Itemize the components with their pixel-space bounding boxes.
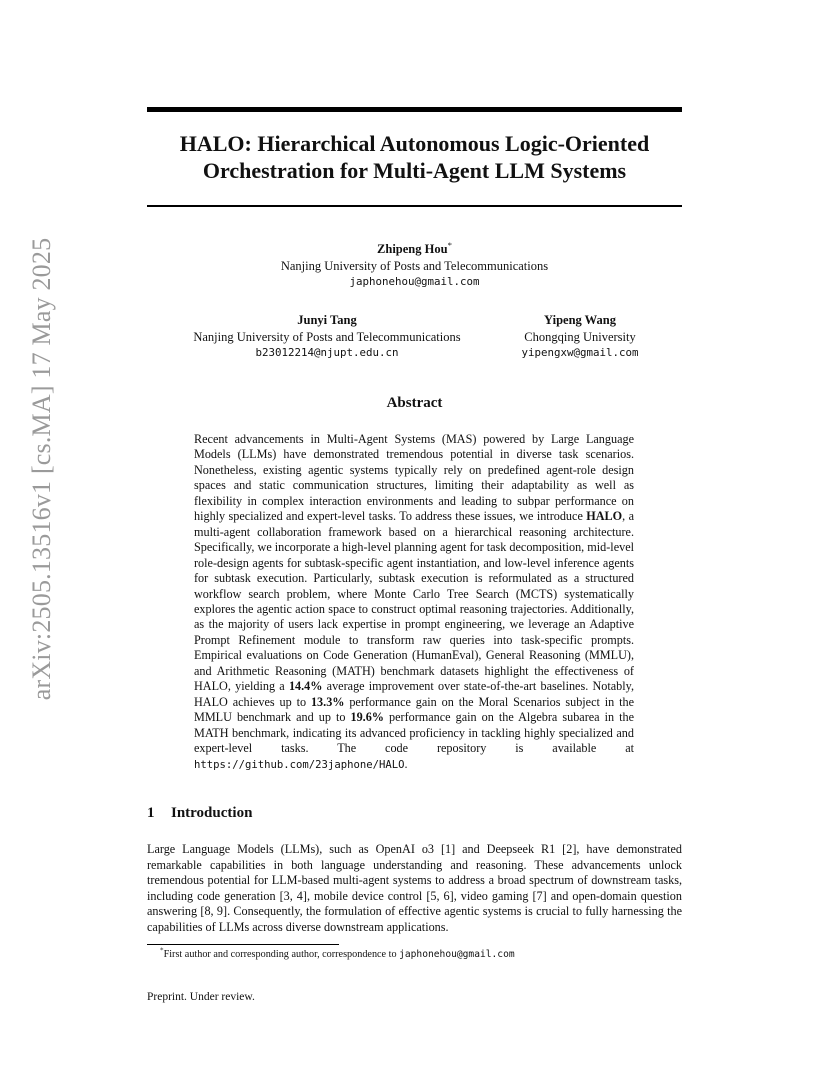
abstract-text: Recent advancements in Multi-Agent Systems (MAS) powered by Large Language Models (LLMs) have demonstrated tremendous potential in diverse task scenarios. Nonetheless, existing agentic systems typically rely on predefined agent-role design spaces and static communication structures, limiting their adaptability as well as flexibility in complex interaction environments and leading to subpar performance on highly specialized and expert-level tasks. To address these issues, we introduce — [194, 432, 634, 524]
author-block-3 — [500, 312, 660, 362]
title-line-2: Orchestration for Multi-Agent LLM Systems — [202, 158, 627, 183]
section-title: Introduction — [171, 805, 253, 821]
author-name: Zhipeng Hou — [377, 242, 448, 256]
author-affiliation: Nanjing University of Posts and Telecommunications — [193, 329, 461, 344]
footnote-rule — [147, 944, 339, 945]
footnote — [160, 948, 515, 961]
preprint-note: Preprint. Under review. — [147, 991, 255, 1003]
author-email: b23012214@njupt.edu.cn — [255, 346, 399, 359]
arxiv-stamp: arXiv:2505.13516v1 [cs.MA] 17 May 2025 — [27, 237, 56, 701]
title-line-1: HALO: Hierarchical Autonomous Logic-Oriented — [179, 131, 650, 156]
author-affiliation: Chongqing University — [524, 329, 636, 344]
framework-name: HALO — [586, 509, 623, 524]
intro-paragraph: Large Language Models (LLMs), such as OpenAI o3 [1] and Deepseek R1 [2], have demonstrated remarkable capabilities in both language understanding and reasoning. These advancements unlock tremendous potential for LLM-based multi-agent systems to address a broad spectrum of downstream tasks, including code generation [3, 4], mobile device control [5, 6], video gaming [7] and open-domain question answering [8, 9]. Consequently, the formulation of effective agentic systems is crucial to fully harnessing the capabilities of LLMs across diverse downstream applications. — [147, 842, 682, 934]
moral-gain-value: 13.3% — [310, 694, 345, 709]
footnote-email: japhonehou@gmail.com — [399, 949, 515, 960]
title-top-rule — [147, 107, 682, 112]
footnote-mark: * — [160, 946, 164, 955]
author-name: Yipeng Wang — [544, 313, 616, 327]
abstract-heading: Abstract — [386, 395, 443, 411]
author-block-1 — [147, 241, 682, 291]
abstract-text: average improvement over state-of-the-art baselines. Notably, HALO achieves up to — [194, 679, 634, 709]
paper-title — [147, 130, 682, 184]
author-email: japhonehou@gmail.com — [349, 275, 480, 288]
author-name: Junyi Tang — [297, 313, 357, 327]
abstract-text: . — [404, 756, 408, 771]
author-affiliation: Nanjing University of Posts and Telecommunications — [280, 258, 549, 273]
title-bottom-rule — [147, 205, 682, 207]
footnote-text: First author and corresponding author, correspondence to — [163, 949, 400, 960]
improvement-value: 14.4% — [288, 679, 323, 694]
author-block-2 — [170, 312, 484, 362]
abstract-text: performance gain on the Moral Scenarios subject in the MMLU benchmark and up to — [194, 694, 634, 725]
abstract-text: , a multi-agent collaboration framework based on a hierarchical reasoning architecture. Specifically, we incorporate a high-level planning agent for task decomposition, mid-level role-design agents for subtask-specific agent instantiation, and low-level inference agents for subtask execution. Particularly, subtask execution is reformulated as a structured workflow search problem, where Monte Carlo Tree Search (MCTS) systematically explores the agentic action space to construct optimal reasoning trajectories. Additionally, as the majority of users lack expertise in prompt engineering, we leverage an Adaptive Prompt Refinement module to transform raw queries into task-specific prompts. Empirical evaluations on Code Generation (HumanEval), General Reasoning (MMLU), and Arithmetic Reasoning (MATH) benchmark datasets highlight the effectiveness of HALO, yielding a — [194, 509, 634, 694]
author-email: yipengxw@gmail.com — [521, 346, 639, 359]
section-heading — [147, 805, 252, 822]
algebra-gain-value: 19.6% — [350, 710, 384, 725]
repository-link[interactable]: https://github.com/23japhone/HALO — [194, 758, 405, 771]
section-number: 1 — [147, 805, 155, 821]
abstract-body — [194, 432, 634, 773]
author-footnote-mark: * — [447, 239, 452, 250]
abstract-text: performance gain on the Algebra subarea in the MATH benchmark, indicating its advanced proficiency in tackling highly specialized and expert-level tasks. The code repository is available at — [194, 710, 634, 756]
